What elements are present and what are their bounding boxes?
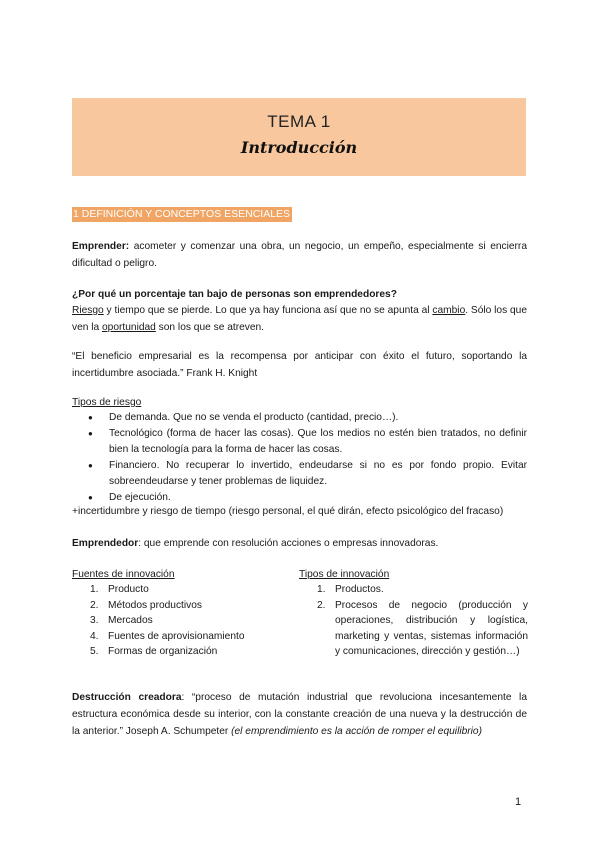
question-answer [72, 302, 527, 336]
destruccion-italic: (el emprendimiento es la acción de romper el equilibrio) [231, 726, 482, 737]
answer-text-1: y tiempo que se pierde. Lo que ya hay funciona así que no se apunta al [103, 305, 433, 316]
question-heading: ¿Por qué un porcentaje tan bajo de personas son emprendedores? [72, 289, 397, 300]
risk-item: ● De demanda. Que no se venda el producto (cantidad, precio…). [72, 410, 527, 426]
risk-types-list [72, 410, 527, 506]
emprender-definition [72, 238, 527, 272]
risk-item: ● De ejecución. [72, 490, 527, 506]
tipos-heading: Tipos de innovación [299, 569, 390, 580]
riesgo-word: Riesgo [72, 305, 104, 316]
tipos-list [299, 582, 528, 660]
fuentes-list [72, 582, 282, 660]
emprender-term: Emprender: [72, 241, 130, 252]
oportunidad-word: oportunidad [102, 322, 156, 333]
page-number: 1 [515, 796, 522, 808]
chapter-subtitle: Introducción [240, 138, 358, 157]
tema-title: TEMA 1 [267, 112, 331, 131]
fuentes-item: 1. Producto [90, 584, 149, 595]
tipos-item: 1. Productos. [317, 584, 384, 595]
risk-item: ● Tecnológico (forma de hacer las cosas). Que los medios no estén bien tratados, no definir bien la tecnología para la forma de hacer las cosas. [72, 426, 527, 458]
risk-item: ● Financiero. No recuperar lo invertido, endeudarse si no es por fondo propio. Evitar sobreendeudarse y tener problemas de liquidez. [72, 458, 527, 490]
answer-text-3: son los que se atreven. [155, 322, 265, 333]
emprendedor-definition [72, 535, 527, 552]
emprender-text: acometer y comenzar una obra, un negocio, un empeño, especialmente si encierra dificultad o peligro. [72, 241, 527, 269]
destruccion-text: : “proceso de mutación industrial que revoluciona incesantemente la estructura económica desde su interior, con la constante creación de una nueva y la destrucción de la anterior.” Joseph A. Schumpeter [72, 692, 527, 737]
emprendedor-term: Emprendedor [72, 538, 139, 549]
emprendedor-text: : que emprende con resolución acciones o empresas innovadoras. [138, 538, 439, 549]
destruccion-term: Destrucción creadora [72, 692, 182, 703]
knight-quote: “El beneficio empresarial es la recompensa por anticipar con éxito el futuro, soportando la incertidumbre asociada.” Frank H. Knight [72, 351, 527, 379]
cambio-word: cambio [432, 305, 466, 316]
fuentes-heading: Fuentes de innovación [72, 569, 175, 580]
answer-text-2: . Sólo los que ven la [72, 305, 527, 333]
risk-extra: +incertidumbre y riesgo de tiempo (riesgo personal, el qué dirán, efecto psicológico del fracaso) [72, 506, 504, 517]
risk-types-heading: Tipos de riesgo [72, 397, 142, 408]
destruccion-creadora [72, 689, 527, 740]
section-heading: 1 DEFINICIÓN Y CONCEPTOS ESENCIALES [73, 208, 291, 220]
tipos-item: 2. Procesos de negocio (producción y operaciones, distribución y logística, marketing y ventas, sistemas información y comunicaciones, dirección y gestión…) [317, 599, 528, 658]
fuentes-item: 2. Métodos productivos [90, 599, 203, 611]
title-banner [72, 98, 526, 176]
fuentes-item: 4. Fuentes de aprovisionamiento [90, 630, 245, 642]
fuentes-item: 3. Mercados [90, 615, 153, 627]
fuentes-item: 5. Formas de organización [90, 646, 218, 658]
